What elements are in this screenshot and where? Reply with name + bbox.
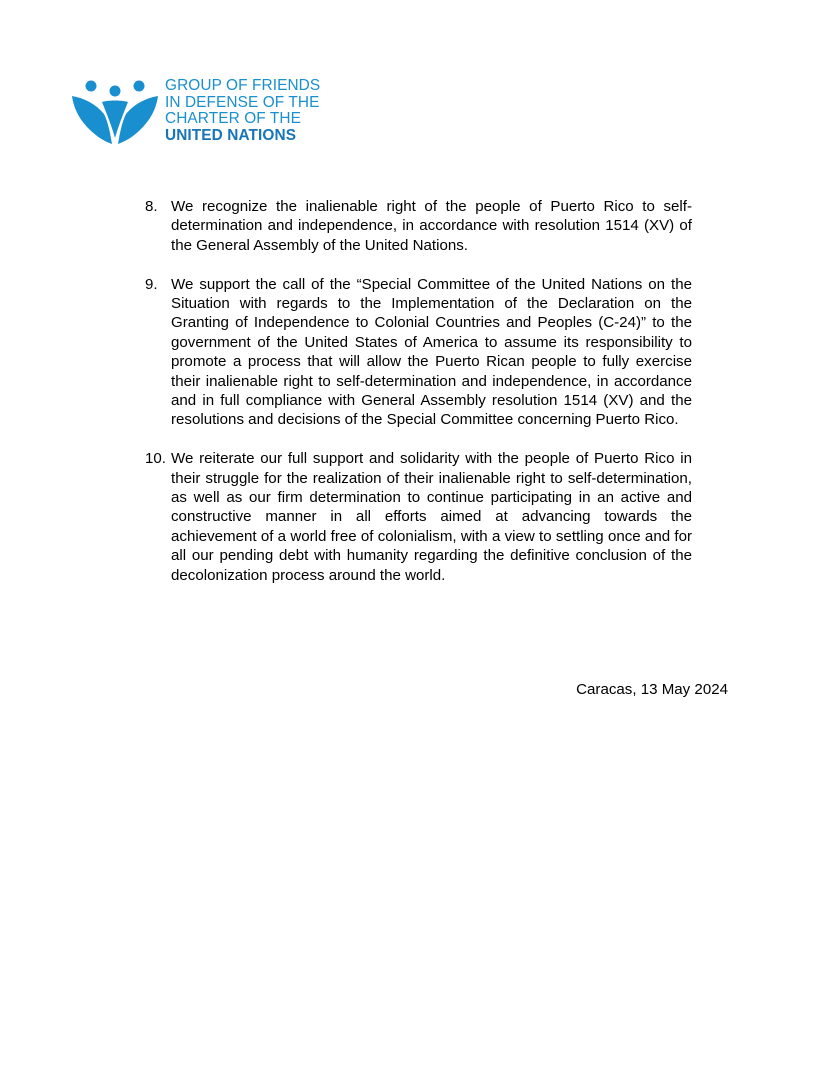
point-number: 10. [145,450,166,468]
organization-name-line-1: GROUP OF FRIENDS [165,77,321,94]
organization-name-line-3: CHARTER OF THE [165,110,301,127]
organization-name-line-4: UNITED NATIONS [165,126,297,144]
declaration-point-10 [145,449,692,585]
point-text: We support the call of the “Special Committee of the United Nations on the Situation with regards to the Implementation of the Declaration on the Granting of Independence to Colonial Countries and Peoples (C-24)” to the government of the United States of America to assume its responsibility to promote a process that will allow the Puerto Rican people to fully exercise their inalienable right to self-determination and independence, in accordance and in full compliance with General Assembly resolution 1514 (XV) and the resolutions and decisions of the Special Committee concerning Puerto Rico. [171,275,692,429]
declaration-point-8 [145,197,692,255]
place-and-date: Caracas, 13 May 2024 [576,681,728,698]
point-number: 8. [145,198,158,215]
organization-name-line-2: IN DEFENSE OF THE [165,93,320,111]
declaration-points-list [145,197,692,604]
point-text: We recognize the inalienable right of the people of Puerto Rico to self-determination and independence, in accordance with resolution 1514 (XV) of the General Assembly of the United Nations. [171,198,692,254]
point-text: We reiterate our full support and solidarity with the people of Puerto Rico in their struggle for the realization of their inalienable right to self-determination, as well as our firm determination to continue participating in an active and constructive manner in all efforts aimed at advancing towards the achievement of a world free of colonialism, with a view to settling once and for all our pending debt with humanity regarding the definitive conclusion of the decolonization process around the world. [171,450,692,584]
declaration-point-9 [145,275,692,430]
point-number: 9. [145,275,158,293]
three-figures-logo-icon [70,78,160,148]
organization-name [165,78,365,144]
organization-logo [70,78,360,148]
